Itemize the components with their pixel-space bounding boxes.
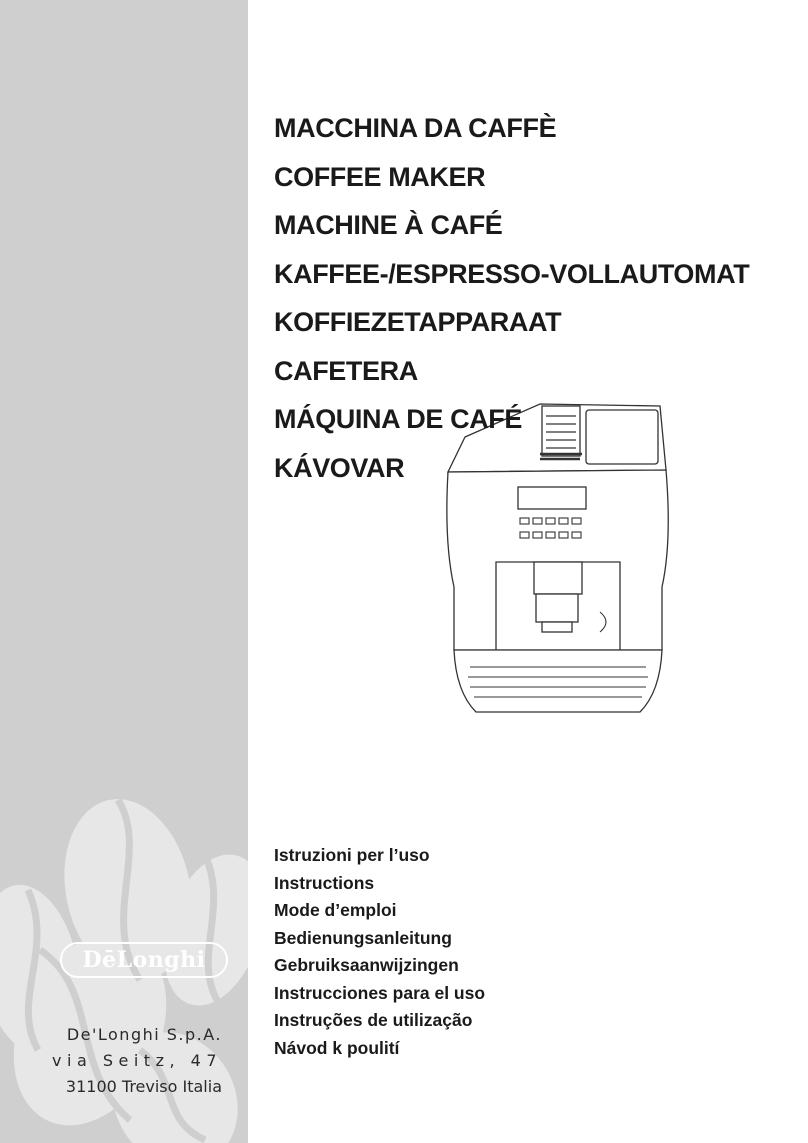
instructions-spanish: Instrucciones para el uso [274, 982, 486, 1003]
title-italian: MACCHINA DA CAFFÈ [274, 113, 557, 143]
product-titles [274, 104, 749, 492]
address-street: via Seitz, 47 [52, 1051, 222, 1070]
instructions-english: Instructions [274, 872, 375, 893]
title-dutch: KOFFIEZETAPPARAAT [274, 307, 562, 337]
instruction-languages [274, 842, 485, 1062]
title-czech: KÁVOVAR [274, 452, 405, 483]
delonghi-logo: DēLonghi [60, 942, 228, 978]
address-company: De'Longhi S.p.A. [66, 1025, 222, 1044]
instructions-portuguese: Instruções de utilização [274, 1010, 473, 1030]
instructions-dutch: Gebruiksaanwijzingen [274, 955, 459, 975]
company-address [52, 1022, 222, 1100]
title-german: KAFFEE-/ESPRESSO-VOLLAUTOMAT [274, 258, 750, 289]
title-spanish: CAFETERA [274, 355, 418, 386]
instructions-czech: Návod k poulití [274, 1037, 400, 1058]
title-portuguese: MÁQUINA DE CAFÉ [274, 404, 522, 434]
address-city: 31100 Treviso Italia [65, 1077, 222, 1096]
instructions-italian: Istruzioni per l’uso [274, 845, 430, 865]
title-english: COFFEE MAKER [274, 161, 486, 192]
side-panel [0, 0, 248, 1143]
instructions-german: Bedienungsanleitung [274, 927, 452, 948]
title-french: MACHINE À CAFÉ [274, 210, 503, 240]
instructions-french: Mode d’emploi [274, 900, 397, 920]
